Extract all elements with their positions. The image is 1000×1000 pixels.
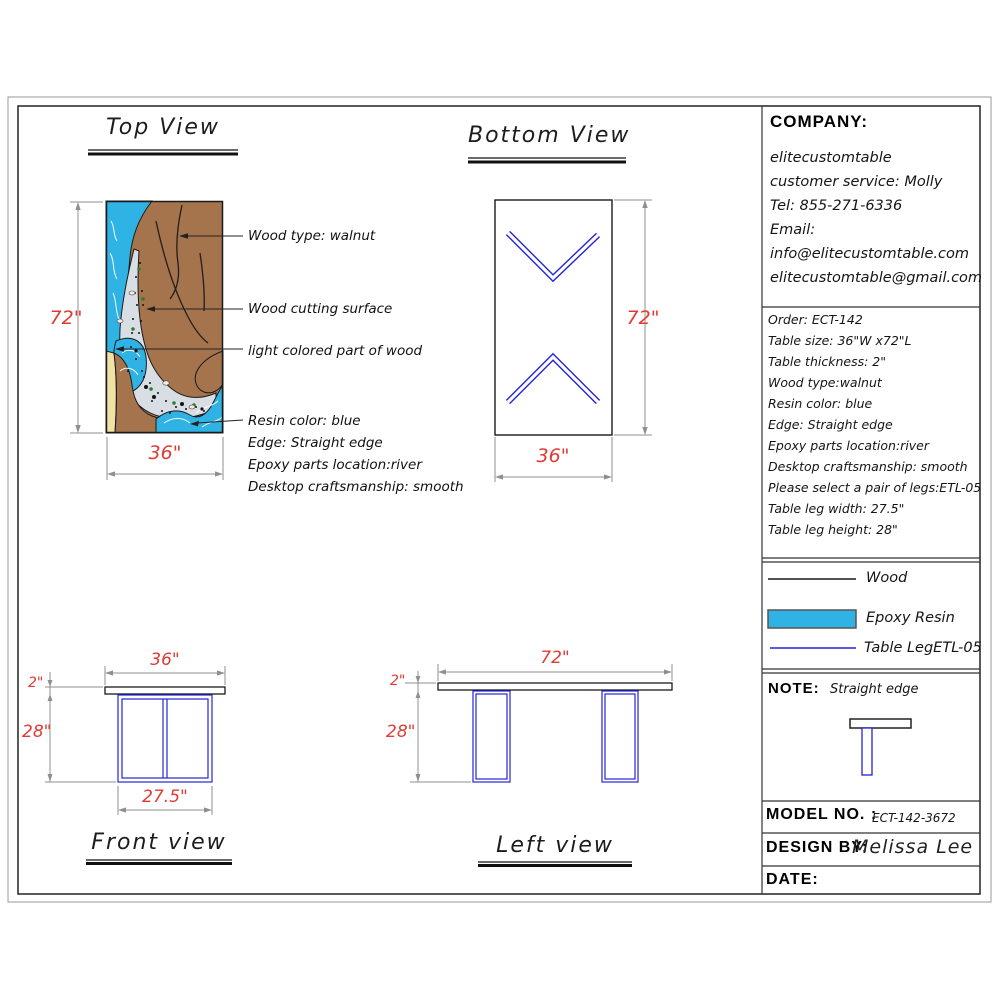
spec-edge: Edge: Straight edge xyxy=(248,435,383,451)
front-leg-height-dim: 28" xyxy=(22,722,52,742)
left-view-title: Left view xyxy=(496,833,614,858)
front-view-title: Front view xyxy=(91,830,227,855)
order-line: Table size: 36"W x72"L xyxy=(768,333,912,348)
top-view-width-dim: 36" xyxy=(148,442,182,464)
legend-graphics xyxy=(768,579,856,648)
spec-craftsmanship: Desktop craftsmanship: smooth xyxy=(248,479,464,495)
bottom-view-title: Bottom View xyxy=(468,123,631,148)
company-email-primary: info@elitecustomtable.com xyxy=(770,246,969,262)
bottom-view-width-dim: 36" xyxy=(536,445,570,467)
spec-resin-color: Resin color: blue xyxy=(248,413,361,429)
company-heading: COMPANY: xyxy=(770,112,869,131)
legend-wood-label: Wood xyxy=(866,570,908,586)
top-view-title: Top View xyxy=(106,115,220,140)
bottom-view-drawing xyxy=(495,200,612,435)
callout-wood-type: Wood type: walnut xyxy=(248,228,376,244)
front-legs xyxy=(118,695,212,782)
legend-resin-swatch xyxy=(768,610,856,628)
left-tabletop xyxy=(438,683,672,690)
top-view-height-dim: 72" xyxy=(49,307,83,329)
order-line: Table thickness: 2" xyxy=(768,354,886,369)
left-width-dim: 72" xyxy=(540,648,570,668)
front-thickness-dim: 2" xyxy=(28,675,44,691)
order-line: Edge: Straight edge xyxy=(768,417,893,432)
order-line: Please select a pair of legs:ETL-05 xyxy=(768,480,982,495)
model-no-label: MODEL NO. : xyxy=(766,806,878,823)
left-view-drawing xyxy=(438,683,672,782)
company-email-secondary: elitecustomtable@gmail.com xyxy=(770,270,983,286)
front-width-dim: 36" xyxy=(150,650,180,670)
design-by-label: DESIGN BY: xyxy=(766,839,869,856)
front-tabletop xyxy=(105,687,225,694)
bottom-view-height-dim: 72" xyxy=(626,307,660,329)
note-heading: NOTE: xyxy=(768,680,820,697)
order-line: Resin color: blue xyxy=(768,396,873,411)
spec-epoxy-location: Epoxy parts location:river xyxy=(248,457,422,473)
note-edge-figure xyxy=(850,719,911,775)
company-email-label: Email: xyxy=(770,222,816,238)
front-leg-width-dim: 27.5" xyxy=(142,787,188,807)
left-legs xyxy=(473,691,638,782)
order-line: Order: ECT-142 xyxy=(768,312,863,327)
left-leg-height-dim: 28" xyxy=(386,722,416,742)
model-no-value: ECT-142-3672 xyxy=(872,811,956,825)
order-line: Desktop craftsmanship: smooth xyxy=(768,459,968,474)
order-line: Epoxy parts location:river xyxy=(768,438,930,453)
company-name: elitecustomtable xyxy=(770,150,892,166)
order-line: Wood type:walnut xyxy=(768,375,882,390)
left-thickness-dim: 2" xyxy=(390,673,406,689)
design-by-value: Melissa Lee xyxy=(852,836,974,858)
legend-resin-label: Epoxy Resin xyxy=(866,610,955,626)
front-view-drawing xyxy=(105,687,225,782)
legend-leg-label: Table LegETL-05 xyxy=(864,640,982,656)
order-line: Table leg height: 28" xyxy=(768,522,898,537)
company-service: customer service: Molly xyxy=(770,174,943,190)
note-text: Straight edge xyxy=(830,682,919,697)
company-tel: Tel: 855-271-6336 xyxy=(770,198,903,214)
date-label: DATE: xyxy=(766,871,819,888)
callout-cutting-surface: Wood cutting surface xyxy=(248,301,393,317)
order-line: Table leg width: 27.5" xyxy=(768,501,905,516)
callout-light-wood: light colored part of wood xyxy=(248,343,423,359)
